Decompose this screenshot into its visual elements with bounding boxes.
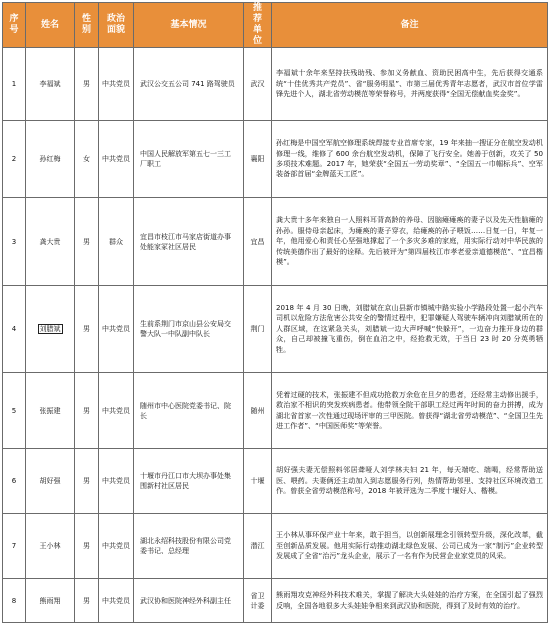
row-unit: 武汉 [244, 48, 272, 121]
row-name: 胡好强 [26, 449, 75, 514]
row-basic: 生前系荆门市京山县公安局交警大队一中队副中队长 [134, 286, 244, 373]
row-notes: 李福斌十余年来坚持扶残助残、参加义务献血、资助民困高中生，先后获得交通系统“十佳优秀共产党员”、省“服务明星”、市第三届优秀青年志愿者，武汉市首位学雷锋先进个人，湖北省劳动模范等荣誉称号，并两度获得“全国无偿献血奖金奖”。 [272, 48, 548, 121]
row-no: 2 [3, 121, 26, 198]
row-notes: 熊雨翔攻克神经外科技术难关，掌握了解决大头娃娃的治疗方案，在全国引起了强烈反响，全国各地很多大头娃娃争相来到武汉协和医院，得到了及时有效的治疗。 [272, 579, 548, 623]
row-name: 熊雨翔 [26, 579, 75, 623]
row-unit: 潜江 [244, 514, 272, 579]
row-name: 龚大贵 [26, 198, 75, 286]
row-name: 李福斌 [26, 48, 75, 121]
table-row [3, 579, 548, 623]
header-gender: 性别 [75, 3, 99, 48]
table-row [3, 121, 548, 198]
row-no: 6 [3, 449, 26, 514]
row-no: 5 [3, 373, 26, 449]
row-name: 王小林 [26, 514, 75, 579]
row-basic: 宜昌市枝江市马家店街道办事处能家冢社区居民 [134, 198, 244, 286]
row-gender: 男 [75, 373, 99, 449]
row-gender: 男 [75, 198, 99, 286]
row-notes: 龚大贵十多年来独自一人照料耳背高龄的养母、因脑瘫瘫痪的妻子以及先天性脑瘫的孙孙。服侍母亲起床，为瘫痪的妻子穿衣，给瘫痪的孙子喂饭……日复一日，年复一年，他用爱心和责任心坚强地撑起了一个多灾多难的家庭，用实际行动对中华民族的传统美德作出了最好的诠释。先后被评为“第四届枝江市孝老爱亲道德模范”、“宜昌楷模”。 [272, 198, 548, 286]
row-political: 中共党员 [99, 373, 134, 449]
highlighted-name: 刘腊斌 [39, 325, 61, 333]
row-notes: 2018 年 4 月 30 日晚，刘腊斌在京山县新市镇城中路实验小学路段处置一起小汽车司机以危险方法危害公共安全的警情过程中，犯罪嫌疑人驾驶车辆冲向刘腊斌所在的人群区域，在这紧急关头，刘腊斌一边大声呼喊“快躲开”，一边奋力推开身边的群众，自己却被撞飞重伤，倒在血泊之中，经抢救无效，于当日 23 时 20 分英勇牺牲。 [272, 286, 548, 373]
row-notes: 凭着过硬的技术，张振建不但成功抢救万余危在旦夕的患者，还经常主动修出援手，救治家不相识的突发疾病患者。他带领全院干部职工经过两年时间的奋力拼搏，成为湖北省首家一次性通过现场评审的三甲医院。曾获得“湖北省劳动模范”、“全国卫生先进工作者”、“中国医师奖”等荣誉。 [272, 373, 548, 449]
row-basic: 武汉协和医院神经外科副主任 [134, 579, 244, 623]
header-notes: 备注 [272, 3, 548, 48]
table-row [3, 449, 548, 514]
row-political: 中共党员 [99, 449, 134, 514]
row-gender: 男 [75, 286, 99, 373]
row-political: 中共党员 [99, 286, 134, 373]
row-no: 1 [3, 48, 26, 121]
row-political: 中共党员 [99, 121, 134, 198]
row-name [26, 286, 75, 373]
row-basic: 武汉公交五公司 741 路驾驶员 [134, 48, 244, 121]
table-row [3, 286, 548, 373]
row-no: 3 [3, 198, 26, 286]
table-row [3, 48, 548, 121]
row-unit: 随州 [244, 373, 272, 449]
row-gender: 男 [75, 449, 99, 514]
row-political: 中共党员 [99, 514, 134, 579]
row-notes: 胡好强夫妻无偿照料邻居聋哑人刘学林夫妇 21 年，每天端吃、端喝，经常帮助送医、喂药。夫妻俩还主动加入到志愿服务行列，热情帮助邻里、支持社区环境改造工作。曾获全省劳动模范称号，2018 年被评选为二季度十堰好人、楷模。 [272, 449, 548, 514]
row-political: 中共党员 [99, 579, 134, 623]
row-no: 8 [3, 579, 26, 623]
row-gender: 男 [75, 48, 99, 121]
row-name: 孙红梅 [26, 121, 75, 198]
row-no: 7 [3, 514, 26, 579]
table-row [3, 514, 548, 579]
row-basic: 随州市中心医院党委书记、院长 [134, 373, 244, 449]
row-basic: 中国人民解放军第五七一三工厂职工 [134, 121, 244, 198]
row-unit: 十堰 [244, 449, 272, 514]
header-no: 序号 [3, 3, 26, 48]
table-row [3, 198, 548, 286]
row-basic: 湖北永绍科技股份有限公司党委书记、总经理 [134, 514, 244, 579]
row-political: 中共党员 [99, 48, 134, 121]
row-name: 张振建 [26, 373, 75, 449]
row-no: 4 [3, 286, 26, 373]
row-gender: 男 [75, 579, 99, 623]
row-political: 群众 [99, 198, 134, 286]
row-unit: 襄阳 [244, 121, 272, 198]
row-basic: 十堰市丹江口市大坝办事处集围新村社区居民 [134, 449, 244, 514]
row-notes: 孙红梅是中国空军航空修理系统焊接专业首席专家，19 年来抽一搜证分在航空发动机修理一线，维修了 600 余台航空发动机，保障了飞行安全。她善于创新，攻关了 50 多项技术难题。2017 年，她荣获“全国五一劳动奖章”、“全国五一巾帼标兵”、空军装备部首届“金牌蓝天工匠”。 [272, 121, 548, 198]
row-notes: 王小林从事环保产业十年来，敢于担当，以创新展理念引领转型升级，深化改革，截至创新品质发展。他用实际行动推动湖北绿色发展、公司已成为一家“制污”企业转型发展成了全省“治污”龙头企业，展示了一名有作为民营企业家党员的风采。 [272, 514, 548, 579]
row-gender: 男 [75, 514, 99, 579]
row-unit: 省卫计委 [244, 579, 272, 623]
row-unit: 荆门 [244, 286, 272, 373]
header-political: 政治面貌 [99, 3, 134, 48]
table-row [3, 373, 548, 449]
row-gender: 女 [75, 121, 99, 198]
header-basic: 基本情况 [134, 3, 244, 48]
header-name: 姓名 [26, 3, 75, 48]
header-row [3, 3, 548, 48]
honor-table [2, 2, 548, 623]
row-unit: 宜昌 [244, 198, 272, 286]
header-unit: 推荐单位 [244, 3, 272, 48]
